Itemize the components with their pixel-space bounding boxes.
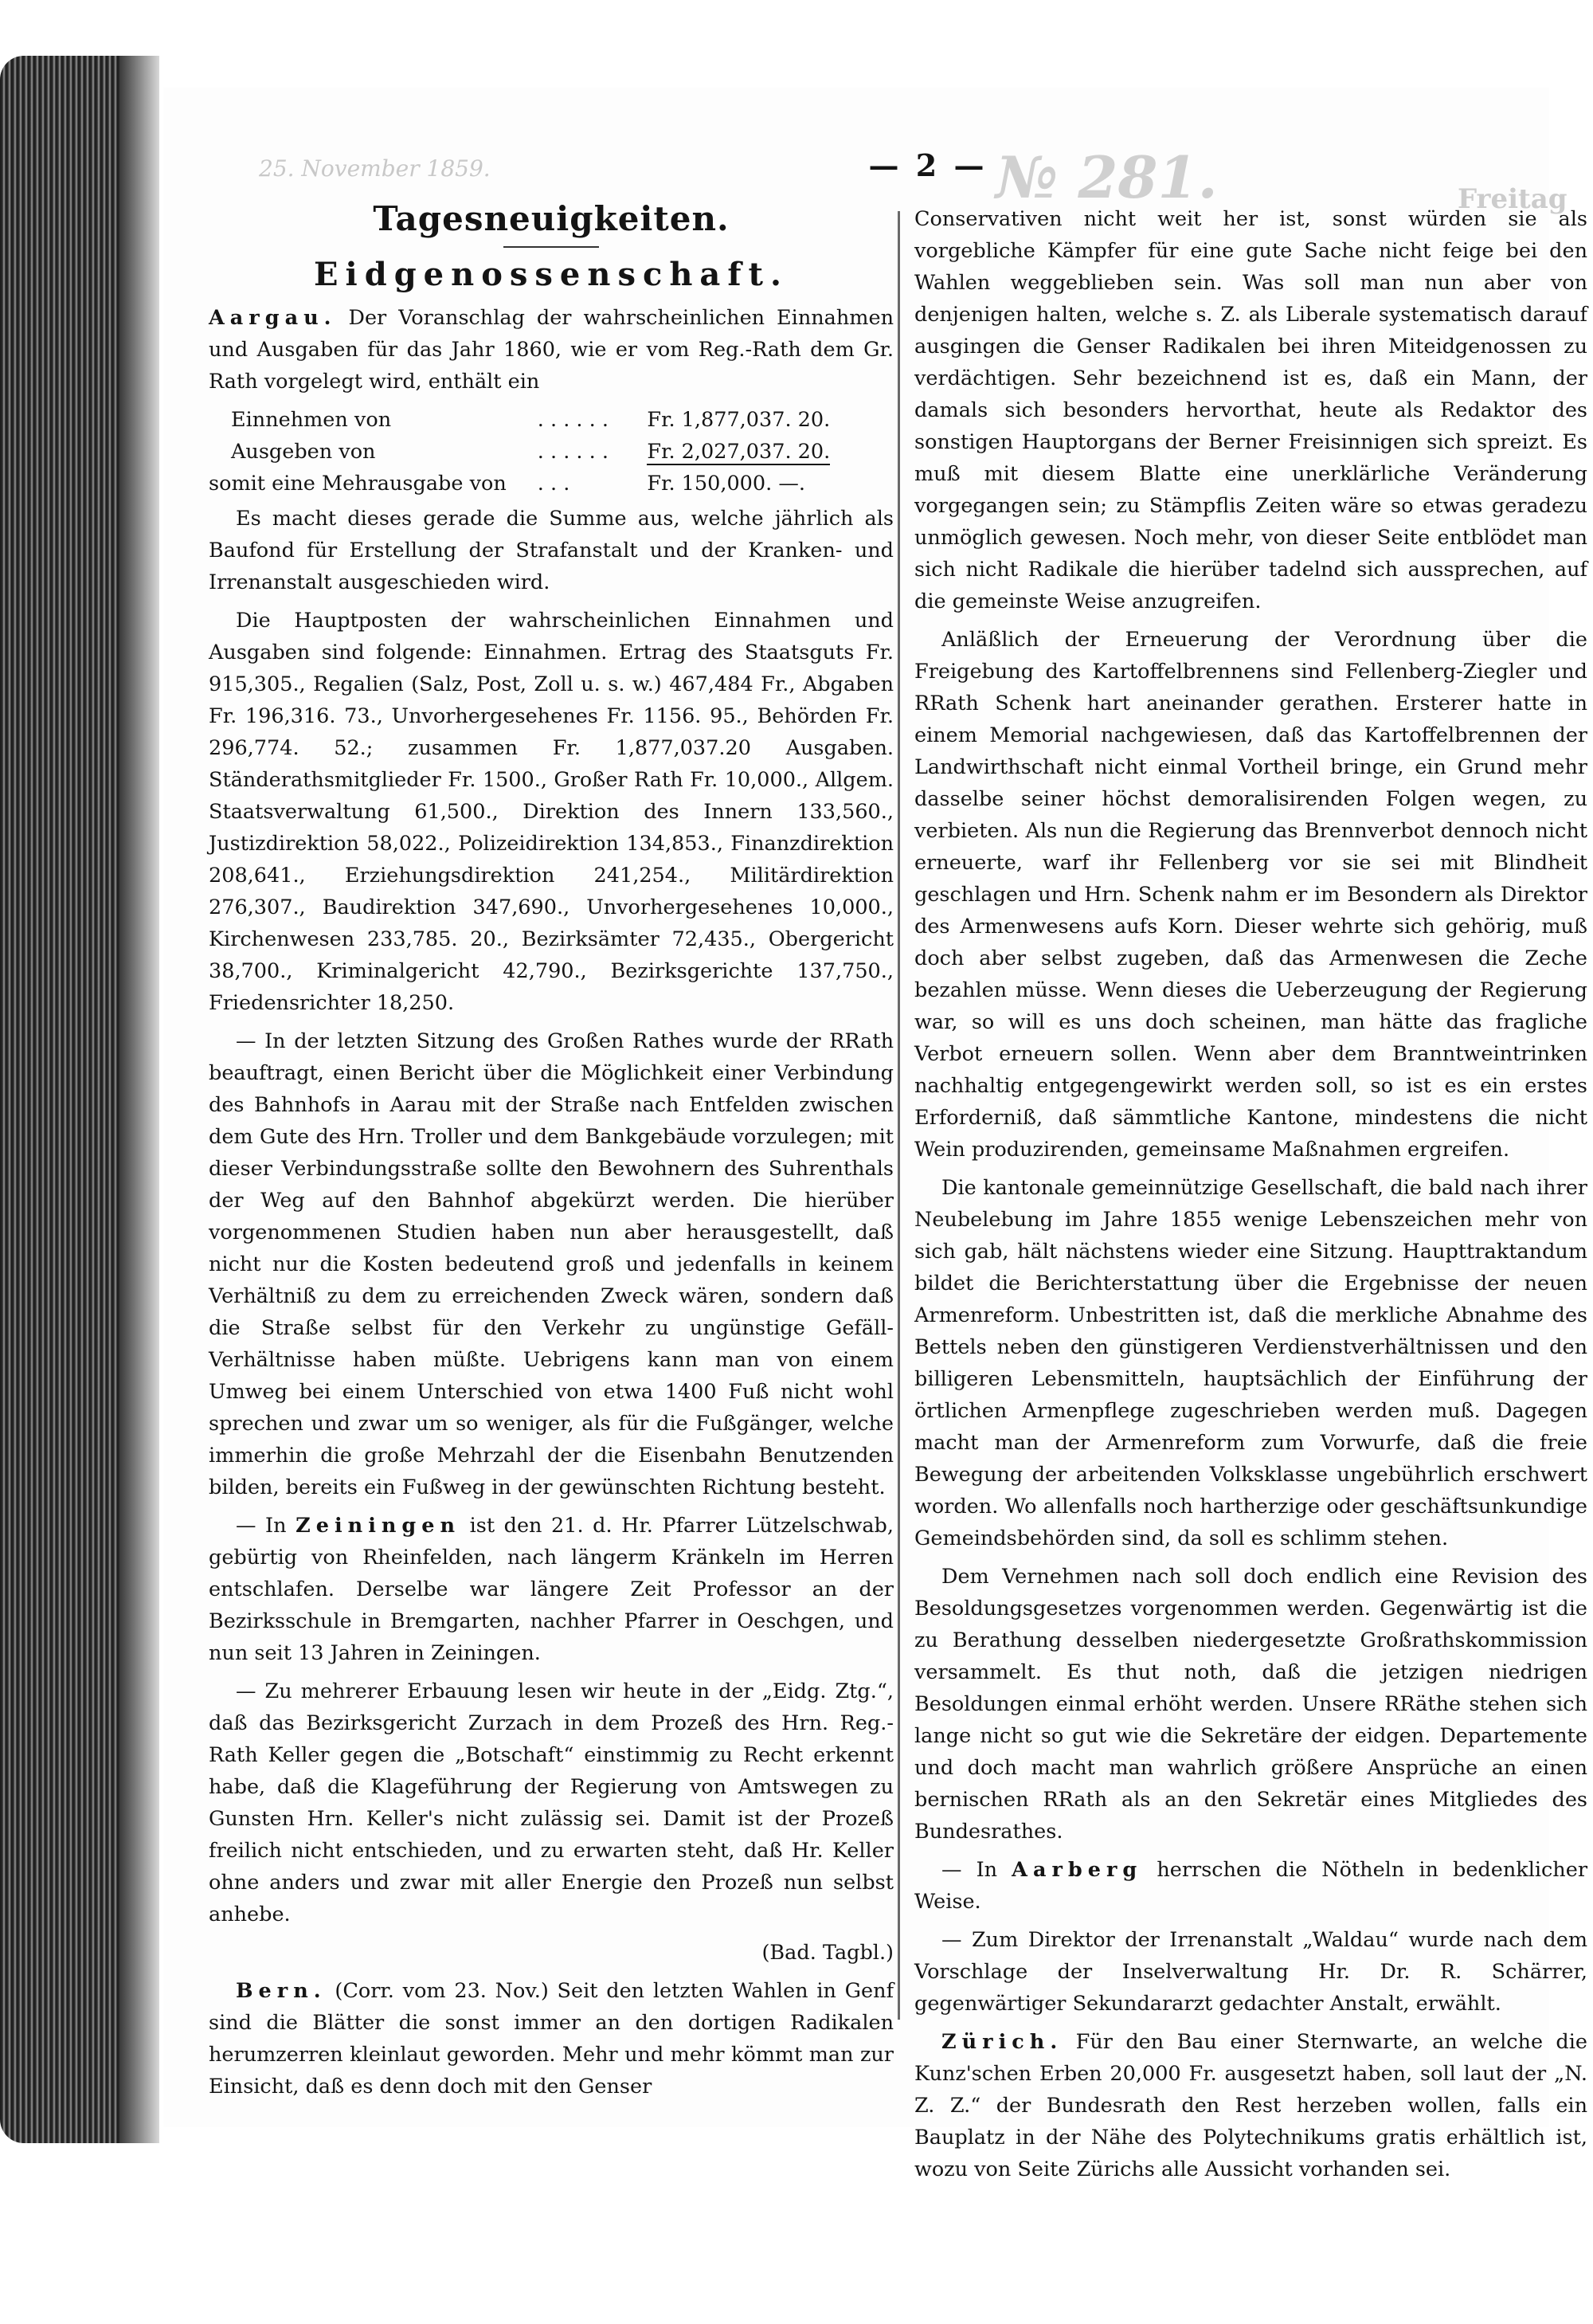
place-zeiningen: Zeiningen <box>296 1514 461 1538</box>
besoldung-paragraph: Dem Vernehmen nach soll doch endlich eine Revision des Besoldungsgesetzes vorgenommen werden. Gegenwärtig ist die zu Berathung desselben niedergesetzte Großrathskommission versammelt. Es thut noth, daß die jetzigen niedrigen Besoldungen einmal erhöht werden. Unsere RRäthe stehen sich lange nicht so gut wie die Sekretäre der eidgen. Departemente und doch macht man wahrlich größere Ansprüche an einen bernischen RRath als an den Sekretär eines Mitgliedes des Bundesrathes. <box>914 1565 1587 1844</box>
budget-dots: . . . <box>537 472 570 496</box>
budget-amount: Fr. 2,027,037. 20. <box>647 440 831 464</box>
aargau-intro-text: Der Voranschlag der wahrscheinlichen Einnahmen und Ausgaben für das Jahr 1860, wie er vom Reg.-Rath dem Gr. Rath vorgelegt wird, enthält ein <box>209 306 894 394</box>
aarberg-paragraph <box>914 1854 1587 1918</box>
right-column <box>914 203 1587 2192</box>
budget-row-deficit <box>209 468 894 500</box>
place-bern: Bern. <box>236 1979 327 2003</box>
budget-label: somit eine Mehrausgabe von <box>209 472 507 496</box>
bern-continued-paragraph: Conservativen nicht weit her ist, sonst würden sie als vorgebliche Kämpfer für eine gute Sache nicht feige bei den Wahlen weggeblieben sein. Was soll man nun aber von denjenigen halten, welche s. Z. als Liberale systematisch darauf ausgingen die Genser Radikalen bei ihren Miteidgenossen zu verdächtigen. Sehr bezeichnend ist es, daß ein Mann, der damals sich besonders hervorthat, heute als Redaktor des sonstigen Hauptorgans der Berner Freisinnigen sich spreizt. Es muß mit diesem Blatte eine unerklärliche Veränderung vorgegangen sein; zu Stämpflis Zeiten wäre so etwas geradezu unmöglich gewesen. Noch mehr, von dieser Seite entblödet man sich nicht Radikale die hierüber tadelnd sich aussprechen, auf die gemeinste Weise anzugreifen. <box>914 207 1587 613</box>
aarberg-prefix: — In <box>941 1858 998 1882</box>
place-zurich: Zürich. <box>941 2030 1063 2054</box>
budget-row-income <box>209 404 894 436</box>
aargau-paragraph-2: Es macht dieses gerade die Summe aus, welche jährlich als Baufond für Erstellung der Strafanstalt und der Kranken- und Irrenanstalt ausgeschieden wird. <box>209 507 894 594</box>
aargau-intro-paragraph <box>209 302 894 398</box>
zurich-paragraph <box>914 2026 1587 2185</box>
budget-amount: Fr. 1,877,037. 20. <box>647 408 831 432</box>
keller-source: (Bad. Tagbl.) <box>761 1941 894 1965</box>
zurich-text: Für den Bau einer Sternwarte, an welche die Kunz'schen Erben 20,000 Fr. ausgesetzt haben, soll laut der „N. Z. Z.“ der Bundesrath den Rest herzeben wollen, falls ein Bauplatz in der Nähe des Polytechnikums gratis erhältlich ist, wozu von Seite Zürichs alle Aussicht vorhanden sei. <box>914 2030 1587 2181</box>
section-title: Tagesneuigkeiten. <box>373 199 730 238</box>
zeiningen-text: ist den 21. d. Hr. Pfarrer Lützelschwab, gebürtig von Rheinfelden, nach längerm Kränkeln im Herren entschlafen. Derselbe war längere Zeit Professor an der Bezirksschule in Bremgarten, nachher Pfarrer in Oeschgen, und nun seit 13 Jahren in Zeiningen. <box>209 1514 894 1665</box>
title-rule <box>503 246 599 248</box>
section-subtitle: Eidgenossenschaft. <box>314 256 789 293</box>
gesellschaft-paragraph: Die kantonale gemeinnützige Gesellschaft, die bald nach ihrer Neubelebung im Jahre 1855 wenige Lebenszeichen mehr von sich gab, hält nächstens wieder eine Sitzung. Haupttraktandum bildet die Berichterstattung über die Ergebnisse der neuen Armenreform. Unbestritten ist, daß die merkliche Abnahme des Bettels neben den günstigeren Verdienstverhältnissen und den billigeren Lebensmitteln, hauptsächlich der Einführung der örtlichen Armenpflege zugeschrieben werden muß. Dagegen macht man der Armenreform zum Vorwurfe, daß die freie Bewegung der arbeitenden Volksklasse ungebührlich erschwert worden. Wo allenfalls noch hartherzige oder geschäftsunkundige Gemeindsbehörden sind, da soll es schlimm stehen. <box>914 1176 1587 1550</box>
budget-label: Einnehmen von <box>231 408 392 432</box>
waldau-paragraph: — Zum Direktor der Irrenanstalt „Waldau“ wurde nach dem Vorschlage der Inselverwaltung Hr. Dr. R. Schärrer, gegenwärtiger Sekundararzt gedachter Anstalt, erwählt. <box>914 1928 1587 2016</box>
zeiningen-prefix: — In <box>236 1514 287 1538</box>
budget-label: Ausgeben von <box>231 440 376 464</box>
left-column <box>209 199 894 2109</box>
budget-amount: Fr. 150,000. —. <box>647 472 805 496</box>
bern-text: (Corr. vom 23. Nov.) Seit den letzten Wahlen in Genf sind die Blätter die sonst immer an den dortigen Radikalen herumzerren kleinlaut geworden. Mehr und mehr kömmt man zur Einsicht, daß es denn doch mit den Genser <box>209 1979 894 2099</box>
aargau-paragraph-4: — In der letzten Sitzung des Großen Rathes wurde der RRath beauftragt, einen Bericht über die Möglichkeit einer Verbindung des Bahnhofs in Aarau mit der Straße nach Entfelden zwischen dem Gute des Hrn. Troller und dem Bankgebäude vorzulegen; mit dieser Verbindungsstraße sollte den Bewohnern des Suhrenthals der Weg auf den Bahnhof abgekürzt werden. Die hierüber vorgenommenen Studien haben nun aber herausgestellt, daß nicht nur die Kosten bedeutend groß und jedenfalls in keinem Verhältniß zu dem zu erreichenden Zweck wären, sondern daß die Straße selbst für den Verkehr zu ungünstige Gefäll-Verhältnisse haben müßte. Uebrigens kann man von einem Umweg bei einem Unterschied von etwa 1400 Fuß nicht wohl sprechen und zwar um so weniger, als für die Fußgänger, welche immerhin die große Mehrzahl der die Eisenbahn Benutzenden bilden, bereits ein Fußweg in der gewünschten Richtung besteht. <box>209 1029 894 1499</box>
budget-table <box>209 404 894 500</box>
budget-row-expenses <box>209 436 894 468</box>
book-page-edges <box>0 56 119 2143</box>
bleed-through-date: 25. November 1859. <box>259 155 491 182</box>
kartoffel-paragraph: Anläßlich der Erneuerung der Verordnung über die Freigebung des Kartoffelbrennens sind Fellenberg-Ziegler und RRath Schenk hart aneinander gerathen. Ersterer hatte in einem Memorial nachgewiesen, daß das Kartoffelbrennen der Landwirthschaft nicht einmal Vortheil bringe, ein Grund mehr dasselbe seiner höchst demoralisirenden Folgen wegen, zu verbieten. Als nun die Regierung das Brennverbot dennoch nicht erneuerte, warf ihr Fellenberg vor sie sei mit Blindheit geschlagen und Hrn. Schenk nahm er im Besondern als Direktor des Armenwesens aufs Korn. Dieser wehrte sich gehörig, muß doch aber selbst zugeben, daß das Armenwesen die Zeche bezahlen müsse. Wenn dieses die Ueberzeugung der Regierung war, so will es uns doch scheinen, man hätte das fragliche Verbot erneuern sollen. Wenn aber dem Branntweintrinken nachhaltig entgegengewirkt werden soll, so ist es ein erstes Erforderniß, daß sämmtliche Kantone, mindestens die nicht Wein produzirenden, gemeinsame Maßnahmen ergreifen. <box>914 628 1587 1162</box>
column-divider <box>898 211 900 2020</box>
bleed-through-weekday: Freitag <box>1458 183 1568 215</box>
place-aarberg: Aarberg <box>1012 1858 1143 1882</box>
page-number: — 2 — <box>868 147 988 183</box>
bleed-through-issue: № 281. <box>996 143 1218 211</box>
budget-dots: . . . . . . <box>537 408 609 432</box>
aargau-paragraph-3: Die Hauptposten der wahrscheinlichen Einnahmen und Ausgaben sind folgende: Einnahmen. Ertrag des Staatsguts Fr. 915,305., Regalien (Salz, Post, Zoll u. s. w.) 467,484 Fr., Abgaben Fr. 196,316. 73., Unvorhergesehenes Fr. 1156. 95., Behörden Fr. 296,774. 52.; zusammen Fr. 1,877,037.20 Ausgaben. Ständerathsmitglieder Fr. 1500., Großer Rath Fr. 10,000., Allgem. Staatsverwaltung 61,500., Direktion des Innern 133,560., Justizdirektion 58,022., Polizeidirektion 134,853., Finanzdirektion 208,641., Erziehungsdirektion 241,254., Militärdirektion 276,307., Baudirektion 347,690., Unvorhergesehenes 10,000., Kirchenwesen 233,785. 20., Bezirksämter 72,435., Obergericht 38,700., Kriminalgericht 42,790., Bezirksgerichte 137,750., Friedensrichter 18,250. <box>209 609 894 1015</box>
budget-dots: . . . . . . <box>537 440 609 464</box>
bern-paragraph <box>209 1975 894 2103</box>
keller-paragraph: — Zu mehrerer Erbauung lesen wir heute in der „Eidg. Ztg.“, daß das Bezirksgericht Zurzach in dem Prozeß des Hrn. Reg.-Rath Keller gegen die „Botschaft“ einstimmig zu Recht erkennt habe, daß die Klageführung der Regierung von Amtswegen zu Gunsten Hrn. Keller's nicht zulässig sei. Damit ist der Prozeß freilich nicht entschieden, und zu erwarten steht, daß Hr. Keller ohne anders und zwar mit aller Energie den Prozeß nun selbst anhebe. <box>209 1679 894 1926</box>
aarberg-text: herrschen die Nötheln in bedenklicher Weise. <box>914 1858 1588 1914</box>
zeiningen-paragraph <box>209 1510 894 1669</box>
place-aargau: Aargau. <box>209 306 337 330</box>
